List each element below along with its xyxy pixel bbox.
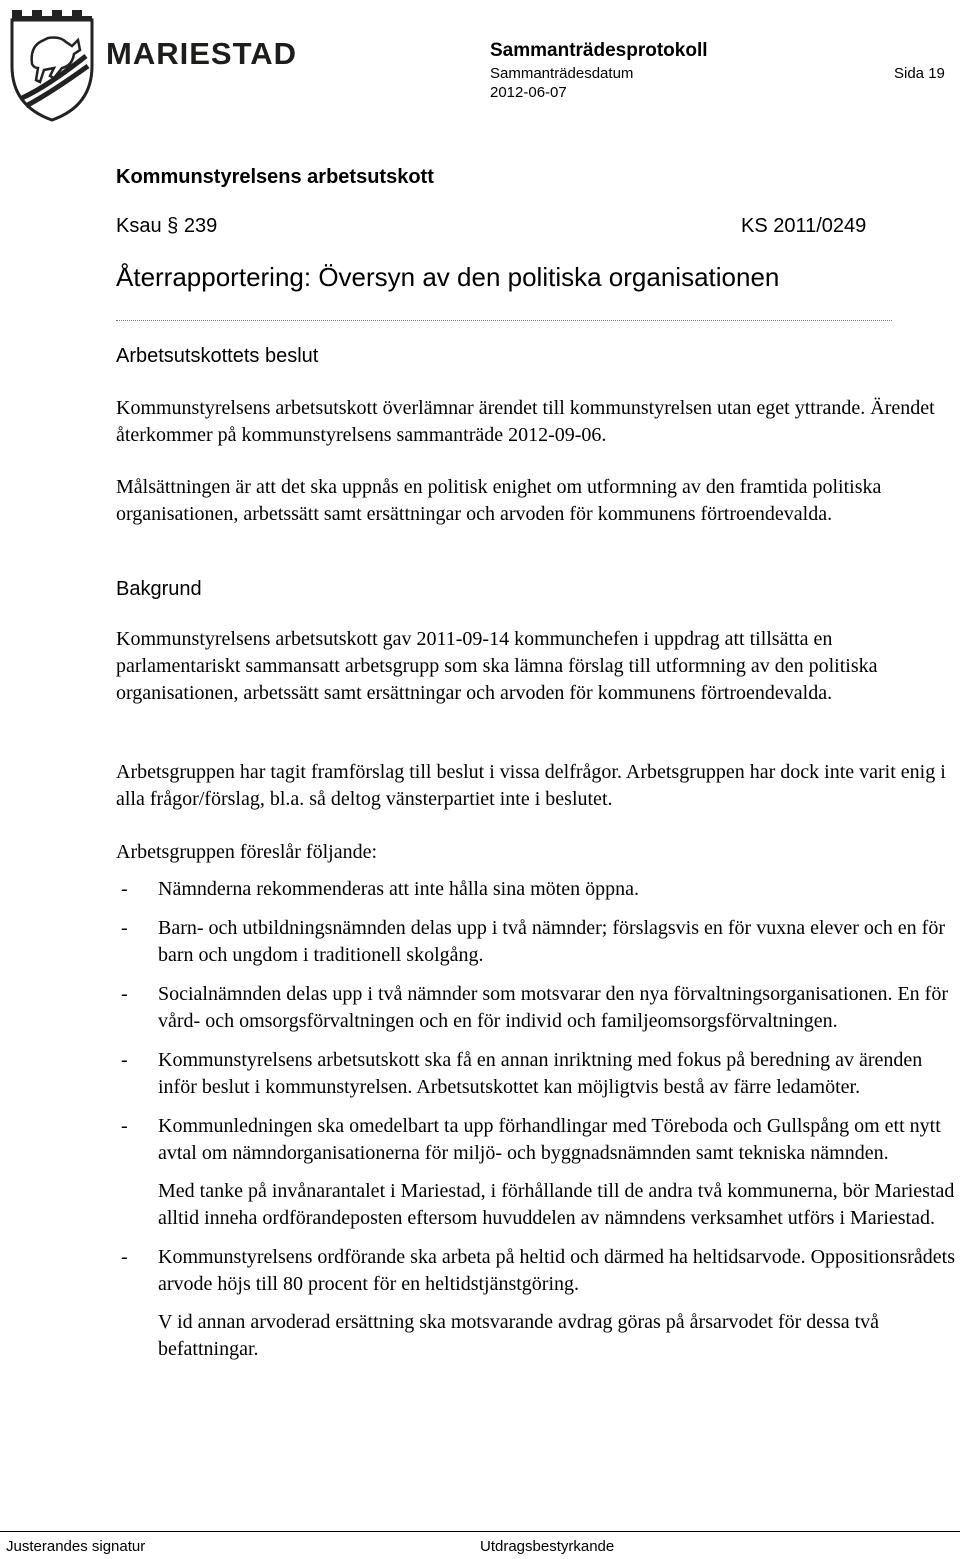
dash-bullet: - <box>121 1049 128 1071</box>
footer-divider <box>0 1531 960 1532</box>
page-title: Återrapportering: Översyn av den politiska organisationen <box>116 262 780 292</box>
dash-bullet: - <box>121 1246 128 1268</box>
list-item <box>116 1244 956 1363</box>
dash-bullet: - <box>121 1115 128 1137</box>
list-item-text: Kommunstyrelsens arbetsutskott ska få en annan inriktning med fokus på beredning av ärenden inför beslut i kommunstyrelsen. Arbetsutskottet kan möjligtvis bestå av färre ledamöter. <box>158 1049 923 1098</box>
title-divider <box>116 320 892 321</box>
signature-label: Justerandes signatur <box>6 1538 146 1555</box>
extract-label: Utdragsbestyrkande <box>480 1538 615 1555</box>
logo-wordmark: MARIESTAD <box>106 36 297 71</box>
paragraph-number: Ksau § 239 <box>116 215 218 237</box>
decision-heading: Arbetsutskottets beslut <box>116 345 319 367</box>
page-number: Sida 19 <box>894 65 945 82</box>
list-item-text: Kommunledningen ska omedelbart ta upp förhandlingar med Töreboda och Gullspång om ett nytt avtal om nämndorganisationerna för miljö- och byggnadsnämnden samt tekniska nämnden. <box>158 1115 941 1164</box>
doc-type: Sammanträdesprotokoll <box>490 40 708 61</box>
list-item-text: Nämnderna rekommenderas att inte hålla sina möten öppna. <box>158 878 639 900</box>
proposal-intro: Arbetsgruppen föreslår följande: <box>116 841 378 863</box>
dash-bullet: - <box>121 917 128 939</box>
meeting-date: 2012-06-07 <box>490 84 567 101</box>
dash-bullet: - <box>121 878 128 900</box>
committee-name: Kommunstyrelsens arbetsutskott <box>116 166 434 188</box>
list-item <box>116 915 956 969</box>
list-item-text: Kommunstyrelsens ordförande ska arbeta på heltid och därmed ha heltidsarvode. Oppositionsrådets arvode höjs till 80 procent för en heltidstjänstgöring. <box>158 1246 956 1295</box>
dash-bullet: - <box>121 983 128 1005</box>
list-item-text: Barn- och utbildningsnämnden delas upp i två nämnder; förslagsvis en för vuxna elever och en för barn och ungdom i traditionell skolgång. <box>158 917 946 966</box>
proposal-list <box>116 876 956 1375</box>
list-item <box>116 1047 956 1101</box>
case-number: KS 2011/0249 <box>741 215 867 237</box>
list-item-text: Socialnämnden delas upp i två nämnder som motsvarar den nya förvaltningsorganisationen. En för vård- och omsorgsförvaltningen och en för individ och familjeomsorgsförvaltningen. <box>158 983 948 1032</box>
decision-paragraph: Kommunstyrelsens arbetsutskott överlämnar ärendet till kommunstyrelsen utan eget yttrande. Ärendet återkommer på kommunstyrelsens sammanträde 2012-09-06. <box>116 397 935 446</box>
list-item <box>116 981 956 1035</box>
date-label: Sammanträdesdatum <box>490 65 634 82</box>
background-heading: Bakgrund <box>116 578 202 600</box>
mariestad-crest-logo <box>8 6 96 124</box>
goal-paragraph: Målsättningen är att det ska uppnås en politisk enighet om utformning av den framtida politiska organisationen, arbetssätt samt ersättningar och arvoden för kommunens förtroendevalda. <box>116 476 882 525</box>
list-item-extra: V id annan arvoderad ersättning ska motsvarande avdrag göras på årsarvodet för dessa två befattningar. <box>158 1311 880 1360</box>
list-item <box>116 1113 956 1232</box>
workgroup-paragraph: Arbetsgruppen har tagit framförslag till beslut i vissa delfrågor. Arbetsgruppen har dock inte varit enig i alla frågor/förslag, bl.a. så deltog vänsterpartiet inte i beslutet. <box>116 761 946 810</box>
list-item-extra: Med tanke på invånarantalet i Mariestad, i förhållande till de andra två kommunerna, bör Mariestad alltid inneha ordförandeposten eftersom huvuddelen av nämndens verksamhet utförs i Mariestad. <box>158 1180 955 1229</box>
list-item <box>116 876 956 903</box>
background-paragraph: Kommunstyrelsens arbetsutskott gav 2011-09-14 kommunchefen i uppdrag att tillsätta en parlamentariskt sammansatt arbetsgrupp som ska lämna förslag till utformning av den politiska organisationen, arbetssätt samt ersättningar och arvoden för kommunens förtroendevalda. <box>116 628 878 704</box>
